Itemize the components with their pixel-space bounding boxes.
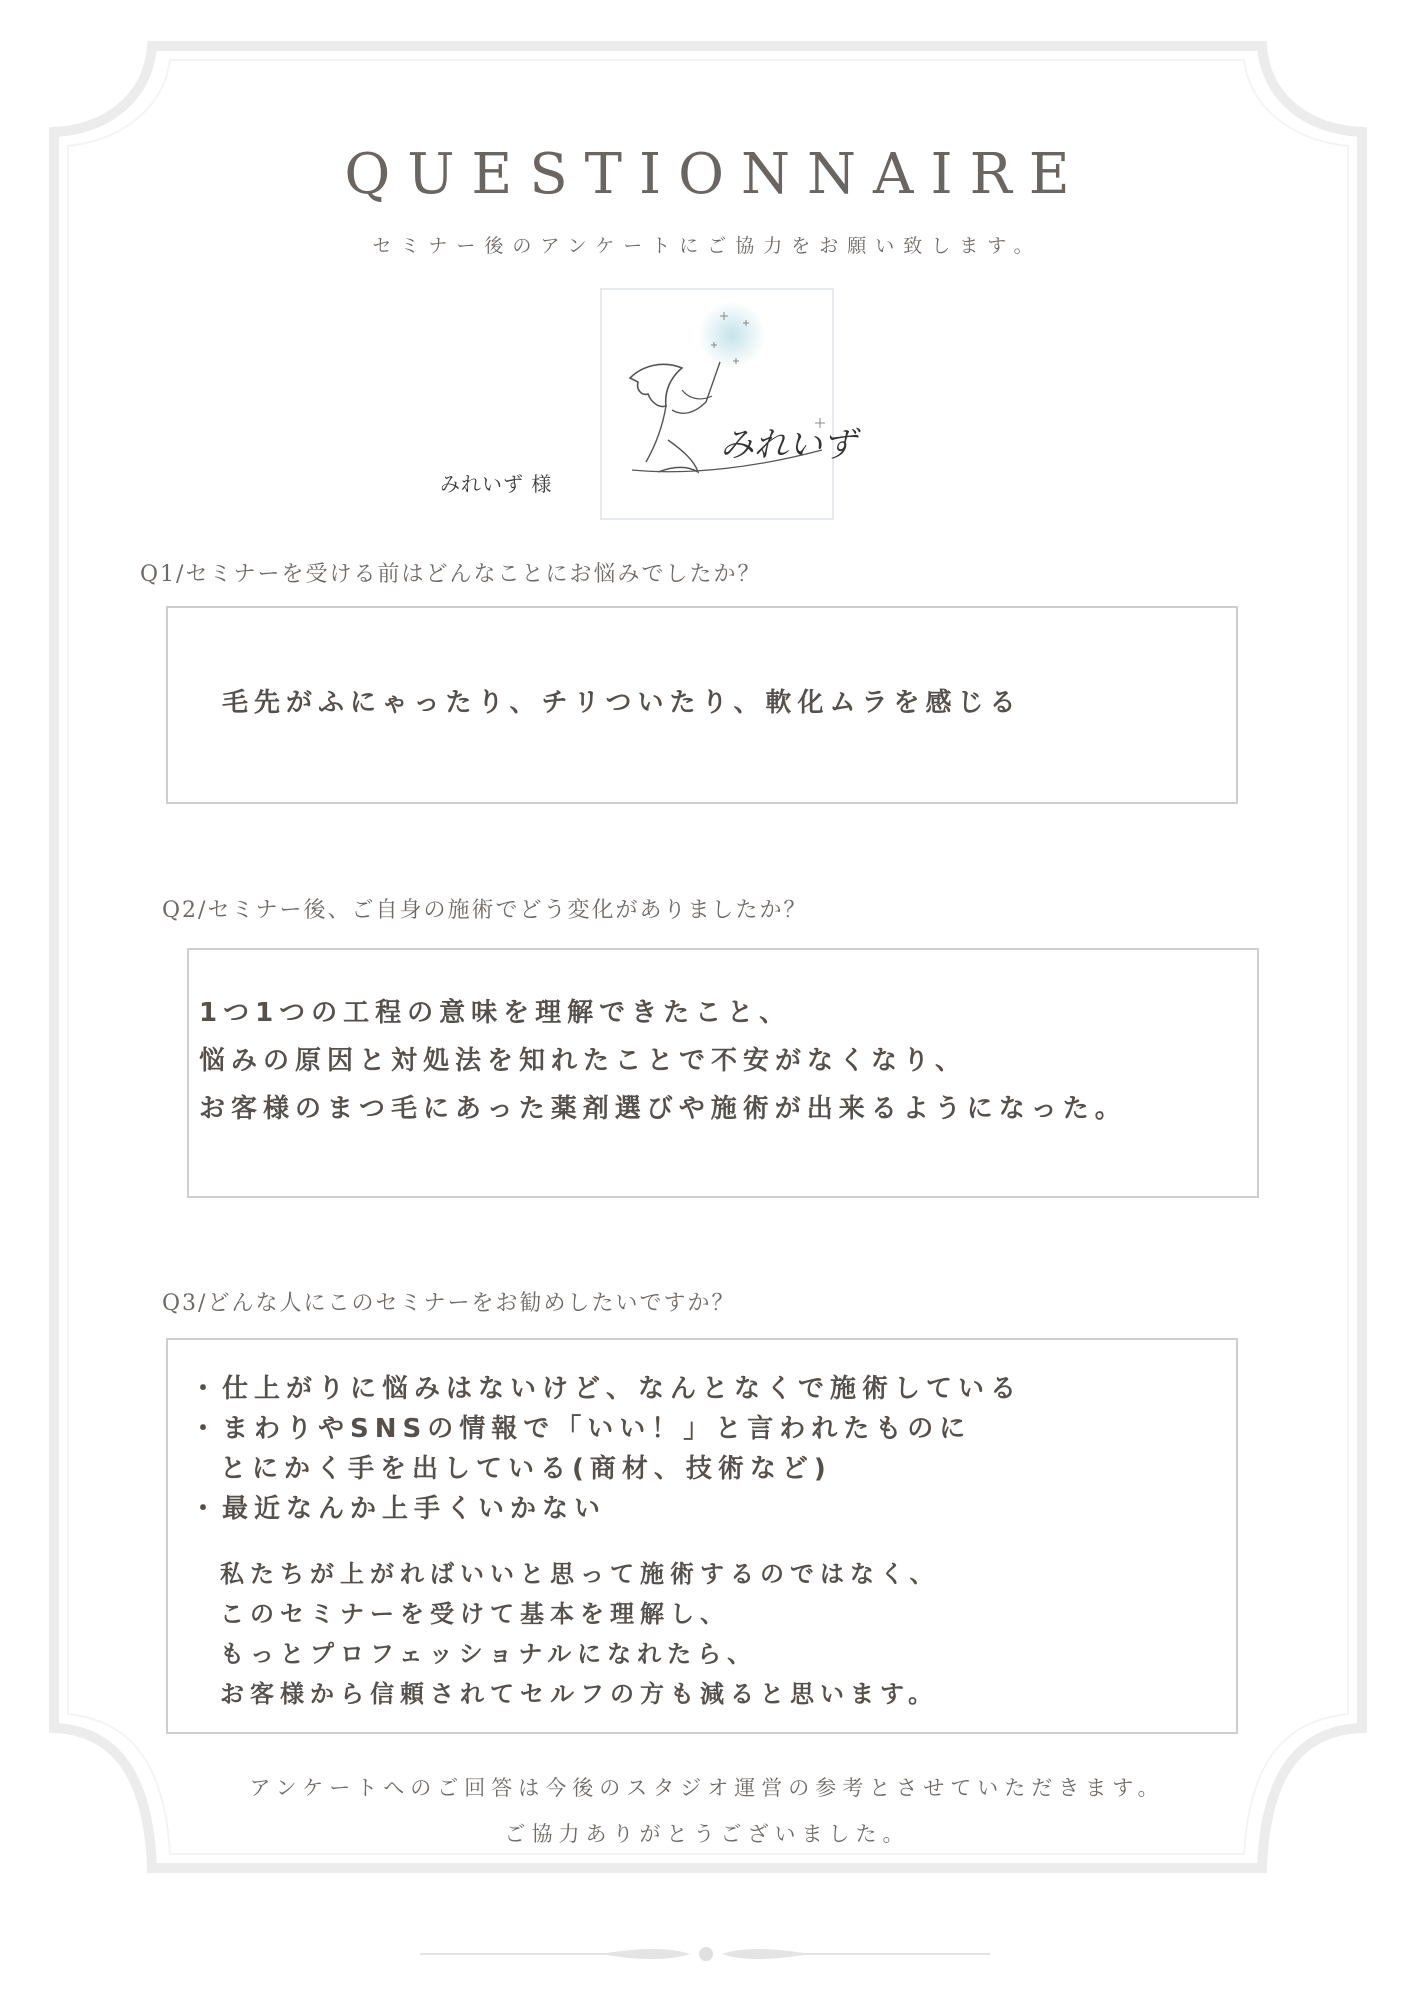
footer-line-2: ご協力ありがとうございました。 <box>504 1822 910 1846</box>
answer-2-line-2: 悩みの原因と対処法を知れたことで不安がなくなり、 <box>199 1046 968 1076</box>
question-1-label: Q1/セミナーを受ける前はどんなことにお悩みでしたか？ <box>140 562 762 587</box>
logo-text: みれいず <box>720 425 856 465</box>
answer-2-box <box>187 948 1259 1198</box>
answer-2-line-3: お客様のまつ毛にあった薬剤選びや施術が出来るようになった。 <box>199 1094 1127 1124</box>
logo-graphic <box>602 290 856 518</box>
answer-2-line-1: 1つ1つの工程の意味を理解できたこと、 <box>199 998 792 1028</box>
customer-logo <box>600 288 856 520</box>
answer-1-box <box>166 606 1238 804</box>
customer-name: みれいず 様 <box>440 472 553 496</box>
question-2-label: Q2/セミナー後、ご自身の施術でどう変化がありましたか？ <box>162 898 808 923</box>
answer-3-line-3: とにかく手を出している(商材、技術など) <box>220 1454 832 1484</box>
answer-1-line-1: 毛先がふにゃったり、チリついたり、軟化ムラを感じる <box>222 688 1022 718</box>
answer-3-line-4: ・最近なんか上手くいかない <box>190 1494 607 1524</box>
answer-3-box <box>166 1338 1238 1734</box>
bottom-ornament <box>420 1947 990 1961</box>
answer-3-comment-line-1: 私たちが上がればいいと思って施術するのではなく、 <box>220 1560 940 1588</box>
answer-3-line-1: ・仕上がりに悩みはないけど、なんとなくで施術している <box>190 1374 1023 1404</box>
answer-3-line-2: ・まわりやSNSの情報で「いい！」と言われたものに <box>190 1414 972 1444</box>
page-title: QUESTIONNAIRE <box>344 142 1087 207</box>
answer-3-comment-line-2: このセミナーを受けて基本を理解し、 <box>220 1600 730 1628</box>
footer-line-1: アンケートへのご回答は今後のスタジオ運営の参考とさせていただきます。 <box>249 1776 1165 1800</box>
answer-3-comment-line-4: お客様から信頼されてセルフの方も減ると思います。 <box>220 1680 939 1708</box>
answer-3-comment-line-3: もっとプロフェッショナルになれたら、 <box>220 1640 758 1668</box>
question-3-label: Q3/どんな人にこのセミナーをお勧めしたいですか？ <box>162 1291 736 1316</box>
page-subtitle: セミナー後のアンケートにご協力をお願い致します。 <box>372 235 1042 257</box>
